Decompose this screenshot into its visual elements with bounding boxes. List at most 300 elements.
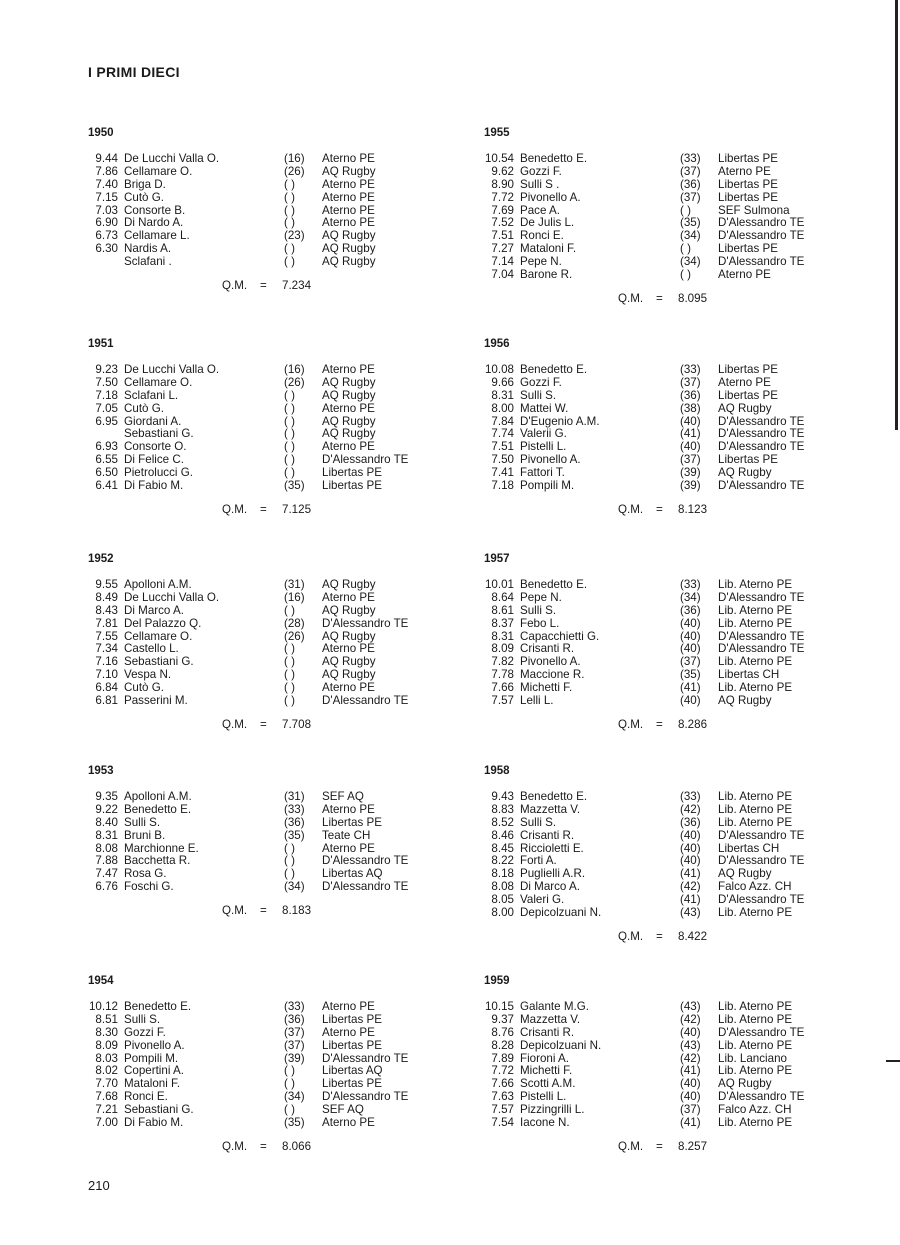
athlete-name: Maccione R.	[520, 668, 585, 682]
club-name: AQ Rugby	[718, 466, 772, 480]
athlete-name: Sebastiani G.	[124, 1103, 194, 1117]
athlete-list	[88, 364, 448, 493]
athlete-number: (35)	[284, 479, 305, 493]
score: 7.68	[95, 1090, 118, 1104]
qm-value: 8.422	[678, 929, 708, 943]
athlete-number: (41)	[680, 867, 701, 881]
athlete-name: Di Felice C.	[124, 453, 184, 467]
score: 8.51	[95, 1012, 118, 1026]
average-line	[88, 904, 448, 918]
athlete-name: Fioroni A.	[520, 1051, 569, 1065]
athlete-number: ( )	[284, 177, 295, 191]
athlete-row	[88, 830, 448, 843]
club-name: D'Alessandro TE	[718, 629, 805, 643]
qm-value: 7.125	[282, 502, 312, 516]
athlete-row	[484, 364, 844, 377]
score: 7.14	[491, 255, 514, 269]
athlete-list	[484, 153, 844, 282]
qm-equals: =	[260, 279, 267, 293]
club-name: Teate CH	[322, 828, 371, 842]
athlete-name: Passerini M.	[124, 694, 188, 708]
athlete-number: (40)	[680, 616, 701, 630]
score: 8.31	[491, 388, 514, 402]
athlete-row	[88, 579, 448, 592]
athlete-name: Sclafani L.	[124, 388, 179, 402]
athlete-name: Benedetto E.	[520, 578, 588, 591]
qm-label: Q.M.	[222, 904, 248, 918]
qm-equals: =	[260, 502, 267, 516]
athlete-number: (40)	[680, 642, 701, 656]
club-name: Aterno PE	[322, 1116, 375, 1130]
athlete-number: ( )	[284, 1064, 295, 1078]
athlete-number: (42)	[680, 802, 701, 816]
year-heading: 1950	[88, 127, 114, 139]
athlete-list	[88, 579, 448, 708]
score: 9.23	[95, 363, 118, 376]
score: 7.84	[491, 414, 514, 428]
athlete-number: (31)	[284, 578, 305, 591]
athlete-number: ( )	[284, 668, 295, 682]
club-name: Aterno PE	[322, 177, 375, 191]
athlete-name: Gozzi F.	[520, 164, 562, 178]
year-heading: 1952	[88, 553, 114, 565]
athlete-list	[484, 364, 844, 493]
club-name: D'Alessandro TE	[322, 1051, 409, 1065]
qm-value: 8.066	[282, 1139, 312, 1153]
score: 8.31	[491, 629, 514, 643]
club-name: Libertas AQ	[322, 1064, 383, 1078]
club-name: D'Alessandro TE	[718, 893, 805, 907]
club-name: Lib. Aterno PE	[718, 802, 793, 816]
score: 7.50	[95, 375, 118, 389]
score: 6.84	[95, 681, 118, 695]
club-name: Libertas PE	[322, 1038, 382, 1052]
athlete-row	[484, 166, 844, 179]
athlete-number: (39)	[680, 466, 701, 480]
athlete-number: (41)	[680, 427, 701, 441]
athlete-row	[484, 830, 844, 843]
athlete-name: Di Fabio M.	[124, 1116, 184, 1130]
club-name: Lib. Aterno PE	[718, 1064, 793, 1078]
score: 8.43	[95, 603, 118, 617]
athlete-row	[88, 364, 448, 377]
score: 7.70	[95, 1077, 118, 1091]
club-name: D'Alessandro TE	[718, 1025, 805, 1039]
qm-value: 8.183	[282, 904, 312, 918]
athlete-number: ( )	[680, 203, 691, 217]
athlete-row	[484, 1001, 844, 1014]
athlete-number: (37)	[680, 190, 701, 204]
athlete-number: ( )	[284, 1103, 295, 1117]
club-name: AQ Rugby	[322, 388, 376, 402]
qm-equals: =	[656, 929, 663, 943]
qm-label: Q.M.	[222, 717, 248, 731]
athlete-row	[484, 1117, 844, 1130]
club-name: D'Alessandro TE	[718, 216, 805, 230]
score: 7.18	[491, 479, 514, 493]
average-line	[484, 1140, 844, 1154]
qm-equals: =	[656, 502, 663, 516]
athlete-number: ( )	[284, 642, 295, 656]
club-name: AQ Rugby	[322, 164, 376, 178]
athlete-name: Pistelli L.	[520, 1090, 567, 1104]
athlete-number: ( )	[284, 190, 295, 204]
athlete-name: Puglielli A.R.	[520, 867, 586, 881]
athlete-row	[484, 390, 844, 403]
club-name: Lib. Aterno PE	[718, 616, 793, 630]
athlete-name: Briga D.	[124, 177, 166, 191]
score: 8.03	[95, 1051, 118, 1065]
club-name: Lib. Aterno PE	[718, 578, 793, 591]
score: 7.74	[491, 427, 514, 441]
athlete-number: (23)	[284, 229, 305, 243]
scan-edge-mark	[895, 0, 898, 430]
athlete-number: (42)	[680, 1012, 701, 1026]
athlete-name: Del Palazzo Q.	[124, 616, 202, 630]
athlete-row	[484, 605, 844, 618]
club-name: D'Alessandro TE	[718, 1090, 805, 1104]
athlete-name: Di Marco A.	[520, 880, 580, 894]
score: 9.37	[491, 1012, 514, 1026]
athlete-name: Cutò G.	[124, 681, 164, 695]
athlete-name: De Julis L.	[520, 216, 575, 230]
club-name: Libertas PE	[322, 1077, 382, 1091]
club-name: Lib. Aterno PE	[718, 790, 793, 803]
score: 10.01	[484, 578, 514, 591]
athlete-number: ( )	[284, 655, 295, 669]
score: 8.90	[491, 177, 514, 191]
club-name: AQ Rugby	[322, 414, 376, 428]
athlete-name: Gozzi F.	[520, 375, 562, 389]
score: 7.88	[95, 854, 118, 868]
qm-equals: =	[260, 717, 267, 731]
athlete-number: (43)	[680, 1038, 701, 1052]
athlete-number: (37)	[284, 1038, 305, 1052]
athlete-name: Barone R.	[520, 268, 573, 282]
athlete-name: Cellamare O.	[124, 629, 193, 643]
average-line	[88, 1140, 448, 1154]
athlete-name: Pivonello A.	[124, 1038, 185, 1052]
club-name: Libertas PE	[718, 453, 778, 467]
score: 7.52	[491, 216, 514, 230]
athlete-row	[88, 695, 448, 708]
athlete-number: (26)	[284, 164, 305, 178]
year-block-1952	[88, 553, 448, 732]
club-name: Libertas CH	[718, 668, 780, 682]
athlete-number: (34)	[284, 880, 305, 894]
club-name: Libertas PE	[718, 363, 778, 376]
club-name: AQ Rugby	[322, 229, 376, 243]
score: 7.10	[95, 668, 118, 682]
club-name: Libertas PE	[322, 479, 382, 493]
athlete-row	[484, 1014, 844, 1027]
athlete-number: (42)	[680, 1051, 701, 1065]
athlete-row	[88, 377, 448, 390]
athlete-name: Apolloni A.M.	[124, 790, 192, 803]
score: 7.78	[491, 668, 514, 682]
year-block-1954	[88, 975, 448, 1154]
score: 7.47	[95, 867, 118, 881]
year-block-1955	[484, 127, 844, 306]
athlete-name: Bruni B.	[124, 828, 166, 842]
athlete-name: Scotti A.M.	[520, 1077, 576, 1091]
athlete-name: Sulli S.	[520, 388, 557, 402]
score: 7.57	[491, 694, 514, 708]
club-name: Aterno PE	[322, 642, 375, 656]
athlete-row	[88, 403, 448, 416]
athlete-number: (40)	[680, 414, 701, 428]
athlete-number: (40)	[680, 841, 701, 855]
club-name: Aterno PE	[322, 802, 375, 816]
athlete-name: Sulli S.	[520, 603, 557, 617]
club-name: D'Alessandro TE	[718, 255, 805, 269]
athlete-name: Benedetto E.	[520, 152, 588, 165]
score: 8.05	[491, 893, 514, 907]
athlete-number: (43)	[680, 1000, 701, 1013]
athlete-name: Crisanti R.	[520, 642, 575, 656]
club-name: Lib. Aterno PE	[718, 1012, 793, 1026]
athlete-row	[88, 804, 448, 817]
athlete-number: (35)	[680, 668, 701, 682]
score: 6.95	[95, 414, 118, 428]
athlete-row	[88, 791, 448, 804]
athlete-number: (35)	[284, 1116, 305, 1130]
athlete-number: (42)	[680, 880, 701, 894]
score: 9.43	[491, 790, 514, 803]
score: 9.44	[95, 152, 118, 165]
athlete-row	[484, 618, 844, 631]
score: 8.52	[491, 815, 514, 829]
athlete-row	[88, 179, 448, 192]
club-name: Aterno PE	[322, 363, 375, 376]
athlete-row	[88, 256, 448, 269]
score: 7.00	[95, 1116, 118, 1130]
athlete-name: Cellamare L.	[124, 229, 190, 243]
athlete-number: (26)	[284, 375, 305, 389]
club-name: Aterno PE	[322, 401, 375, 415]
athlete-name: Nardis A.	[124, 242, 172, 256]
athlete-row	[88, 1014, 448, 1027]
score: 7.66	[491, 681, 514, 695]
athlete-number: (33)	[680, 152, 701, 165]
score: 7.69	[491, 203, 514, 217]
score: 8.09	[95, 1038, 118, 1052]
club-name: Lib. Lanciano	[718, 1051, 787, 1065]
athlete-name: Gozzi F.	[124, 1025, 166, 1039]
athlete-name: De Lucchi Valla O.	[124, 363, 220, 376]
athlete-name: De Lucchi Valla O.	[124, 152, 220, 165]
score: 8.49	[95, 590, 118, 604]
qm-label: Q.M.	[618, 291, 644, 305]
athlete-row	[484, 153, 844, 166]
average-line	[484, 292, 844, 306]
athlete-name: Benedetto E.	[124, 1000, 192, 1013]
score: 10.12	[88, 1000, 118, 1013]
athlete-number: ( )	[284, 440, 295, 454]
score: 8.76	[491, 1025, 514, 1039]
score: 7.57	[491, 1103, 514, 1117]
qm-value: 8.095	[678, 291, 708, 305]
score: 8.40	[95, 815, 118, 829]
qm-equals: =	[260, 1139, 267, 1153]
score: 7.03	[95, 203, 118, 217]
athlete-number: (36)	[680, 603, 701, 617]
club-name: Lib. Aterno PE	[718, 681, 793, 695]
score: 8.37	[491, 616, 514, 630]
athlete-name: Pivonello A.	[520, 190, 581, 204]
score: 9.35	[95, 790, 118, 803]
athlete-number: ( )	[284, 453, 295, 467]
athlete-number: (34)	[284, 1090, 305, 1104]
athlete-name: Pace A.	[520, 203, 560, 217]
club-name: D'Alessandro TE	[322, 854, 409, 868]
athlete-number: (16)	[284, 363, 305, 376]
athlete-name: Mazzetta V.	[520, 802, 581, 816]
score: 8.61	[491, 603, 514, 617]
athlete-number: ( )	[284, 867, 295, 881]
athlete-name: Pistelli L.	[520, 440, 567, 454]
score: 8.30	[95, 1025, 118, 1039]
score: 8.31	[95, 828, 118, 842]
club-name: Lib. Aterno PE	[718, 603, 793, 617]
athlete-list	[88, 153, 448, 269]
score: 7.05	[95, 401, 118, 415]
score: 8.18	[491, 867, 514, 881]
club-name: Aterno PE	[322, 152, 375, 165]
athlete-name: Benedetto E.	[520, 790, 588, 803]
athlete-name: Benedetto E.	[124, 802, 192, 816]
athlete-row	[484, 817, 844, 830]
club-name: D'Alessandro TE	[718, 440, 805, 454]
athlete-name: Foschi G.	[124, 880, 174, 894]
athlete-number: ( )	[680, 242, 691, 256]
club-name: AQ Rugby	[322, 242, 376, 256]
athlete-name: Di Fabio M.	[124, 479, 184, 493]
athlete-name: Iacone N.	[520, 1116, 570, 1130]
club-name: Libertas PE	[718, 388, 778, 402]
athlete-number: (41)	[680, 1116, 701, 1130]
year-heading: 1955	[484, 127, 510, 139]
athlete-number: (43)	[680, 906, 701, 920]
athlete-name: Sulli S .	[520, 177, 560, 191]
average-line	[484, 930, 844, 944]
club-name: Aterno PE	[718, 164, 771, 178]
club-name: D'Alessandro TE	[322, 1090, 409, 1104]
club-name: D'Alessandro TE	[718, 590, 805, 604]
score: 8.45	[491, 841, 514, 855]
athlete-name: Apolloni A.M.	[124, 578, 192, 591]
score: 10.54	[484, 152, 514, 165]
athlete-name: Sebastiani G.	[124, 427, 194, 441]
athlete-number: (35)	[284, 828, 305, 842]
qm-label: Q.M.	[222, 502, 248, 516]
club-name: Falco Azz. CH	[718, 880, 792, 894]
athlete-row	[88, 605, 448, 618]
score: 6.76	[95, 880, 118, 894]
athlete-number: (33)	[680, 363, 701, 376]
club-name: SEF AQ	[322, 790, 364, 803]
score: 7.82	[491, 655, 514, 669]
athlete-name: Ronci E.	[520, 229, 564, 243]
athlete-number: (37)	[680, 1103, 701, 1117]
score: 8.02	[95, 1064, 118, 1078]
athlete-row	[88, 1117, 448, 1130]
athlete-number: ( )	[284, 466, 295, 480]
athlete-number: (40)	[680, 440, 701, 454]
year-heading: 1953	[88, 765, 114, 777]
score: 9.66	[491, 375, 514, 389]
score: 6.41	[95, 479, 118, 493]
club-name: Lib. Aterno PE	[718, 1038, 793, 1052]
athlete-list	[88, 791, 448, 894]
club-name: Libertas PE	[322, 815, 382, 829]
athlete-name: Copertini A.	[124, 1064, 184, 1078]
athlete-row	[484, 695, 844, 708]
score: 8.00	[491, 401, 514, 415]
club-name: D'Alessandro TE	[718, 642, 805, 656]
score: 8.22	[491, 854, 514, 868]
year-block-1957	[484, 553, 844, 732]
athlete-number: (34)	[680, 255, 701, 269]
athlete-number: (34)	[680, 229, 701, 243]
score: 8.09	[491, 642, 514, 656]
club-name: AQ Rugby	[718, 1077, 772, 1091]
athlete-name: Pivonello A.	[520, 453, 581, 467]
athlete-name: Mazzetta V.	[520, 1012, 581, 1026]
athlete-name: Pepe N.	[520, 590, 562, 604]
page-title: I PRIMI DIECI	[88, 64, 180, 80]
score: 6.73	[95, 229, 118, 243]
athlete-list	[484, 579, 844, 708]
score: 7.81	[95, 616, 118, 630]
athlete-number: (16)	[284, 590, 305, 604]
club-name: AQ Rugby	[718, 401, 772, 415]
athlete-number: (40)	[680, 694, 701, 708]
qm-value: 8.257	[678, 1139, 708, 1153]
athlete-number: (41)	[680, 681, 701, 695]
qm-equals: =	[656, 1139, 663, 1153]
qm-value: 8.123	[678, 502, 708, 516]
score: 7.66	[491, 1077, 514, 1091]
athlete-name: Cellamare O.	[124, 375, 193, 389]
athlete-row	[484, 192, 844, 205]
average-line	[484, 718, 844, 732]
club-name: D'Alessandro TE	[718, 427, 805, 441]
score: 7.15	[95, 190, 118, 204]
athlete-name: Crisanti R.	[520, 828, 575, 842]
athlete-row	[484, 592, 844, 605]
athlete-name: Di Marco A.	[124, 603, 184, 617]
score: 6.81	[95, 694, 118, 708]
athlete-number: (28)	[284, 616, 305, 630]
athlete-row	[88, 480, 448, 493]
page-number: 210	[88, 1178, 110, 1193]
club-name: Libertas PE	[718, 177, 778, 191]
athlete-name: Benedetto E.	[520, 363, 588, 376]
athlete-number: (40)	[680, 629, 701, 643]
athlete-name: Galante M.G.	[520, 1000, 589, 1013]
club-name: Aterno PE	[322, 1000, 375, 1013]
club-name: Libertas AQ	[322, 867, 383, 881]
athlete-number: ( )	[680, 268, 691, 282]
score: 7.21	[95, 1103, 118, 1117]
athlete-number: ( )	[284, 388, 295, 402]
score: 9.62	[491, 164, 514, 178]
athlete-row	[484, 269, 844, 282]
club-name: Lib. Aterno PE	[718, 906, 793, 920]
year-block-1956	[484, 338, 844, 517]
club-name: Aterno PE	[322, 1025, 375, 1039]
